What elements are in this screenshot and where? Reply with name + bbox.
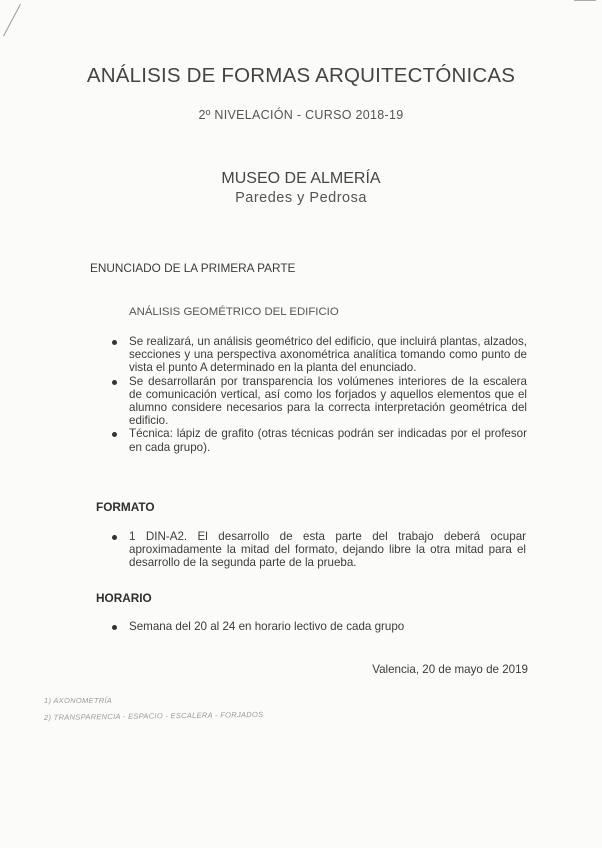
document-title: ANÁLISIS DE FORMAS ARQUITECTÓNICAS (86, 64, 516, 87)
bullet-icon (112, 535, 117, 540)
list-item (112, 530, 526, 570)
format-heading: FORMATO (96, 500, 155, 514)
handwritten-note: 2) TRANSPARENCIA - ESPACIO - ESCALERA - FORJADOS (43, 709, 264, 722)
corner-mark (574, 0, 596, 1)
bullet-icon (112, 380, 117, 385)
list-item (112, 335, 527, 375)
bullet-icon (112, 625, 117, 630)
list-item-text: Se desarrollarán por transparencia los volúmenes interiores de la escalera de comunicación vertical, así como los forjados y aquellos elementos que el alumno considere necesarios para la correcta interpretación geométrica del edificio. (129, 374, 527, 428)
statement-heading: ENUNCIADO DE LA PRIMERA PARTE (90, 261, 296, 275)
list-item (112, 427, 527, 453)
statement-list (112, 335, 527, 454)
list-item (112, 620, 512, 633)
list-item-text: Técnica: lápiz de grafito (otras técnicas podrán ser indicadas por el profesor en cada grupo). (129, 427, 527, 454)
pen-stroke-mark (3, 4, 21, 36)
list-item (112, 375, 527, 428)
list-item-text: 1 DIN-A2. El desarrollo de esta parte del trabajo deberá ocupar aproximadamente la mitad del formato, dejando libre la otra mitad para el desarrollo de la segunda parte de la prueba. (129, 530, 526, 570)
project-name: MUSEO DE ALMERÍA (221, 170, 381, 187)
list-item-text: Semana del 20 al 24 en horario lectivo de cada grupo (129, 620, 405, 633)
schedule-list (112, 620, 512, 633)
bullet-icon (112, 432, 117, 437)
format-list (112, 530, 526, 570)
list-item-text: Se realizará, un análisis geométrico del edificio, que incluirá plantas, alzados, secciones y una perspectiva axonométrica analítica tomando como punto de vista el punto A determinado en la planta del enunciado. (129, 335, 527, 375)
handwritten-note: 1) AXONOMETRÍA (44, 696, 113, 705)
bullet-icon (112, 340, 117, 345)
document-date: Valencia, 20 de mayo de 2019 (372, 663, 528, 676)
project-authors: Paredes y Pedrosa (235, 190, 367, 206)
course-subtitle: 2º NIVELACIÓN - CURSO 2018-19 (198, 108, 404, 122)
statement-subheading: ANÁLISIS GEOMÉTRICO DEL EDIFICIO (129, 306, 339, 318)
schedule-heading: HORARIO (96, 591, 152, 605)
